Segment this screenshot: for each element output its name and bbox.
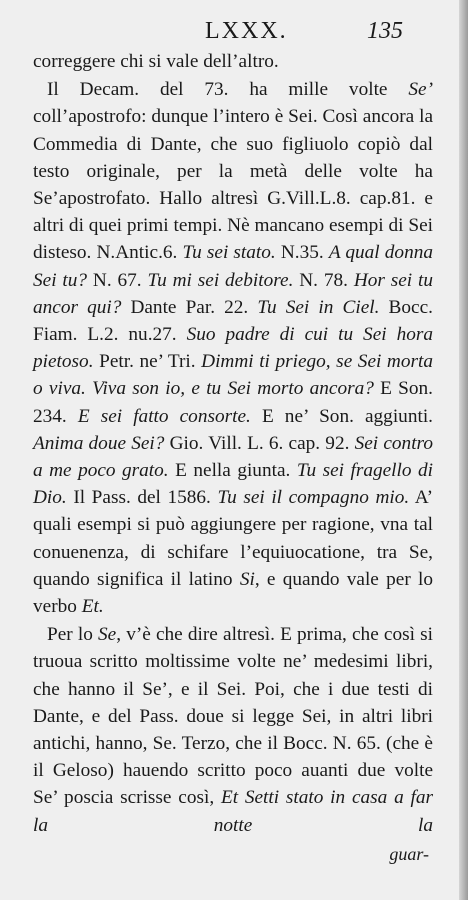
text-run: Il Pass. del 1586. [66,487,218,509]
italic-quotation: Et Setti stato in casa a far la notte la [33,787,434,836]
text-run: N. 78. [293,269,354,291]
text-run: E ne’ Son. aggiunti. [250,405,433,427]
italic-quotation: Hor sei tu ancor qui? [33,269,434,318]
italic-quotation: Se’ [408,79,433,101]
text-run: Bocc. Fiam. L.2. nu.27. [33,296,433,346]
italic-quotation: Anima doue Sei? [33,432,165,454]
italic-quotation: Se [98,624,117,646]
paragraph-sei [33,76,433,620]
text-run: Gio. Vill. L. 6. cap. 92. [164,432,355,454]
body-text [33,48,433,868]
text-run: Petr. ne’ Tri. [93,351,202,373]
text-run: Per lo [47,624,99,646]
text-run: N. 67. [87,269,148,291]
text-run: , e quando vale per lo verbo [33,568,433,618]
text-run: A’ quali esempi si può aggiungere per ragione, vna tal conuenenza, di schifare l’equiuocatione, tra Se, quando significa il latino [33,487,433,590]
paragraph-se [33,621,433,839]
italic-quotation: Si [239,568,255,590]
text-run: Dante Par. 22. [121,296,258,318]
page-header [0,16,468,46]
italic-quotation: E sei fatto consorte. [77,405,251,427]
catchword: guar- [389,843,429,864]
text-run: coll’apostrofo: dunque l’intero è Sei. Così ancora la Commedia di Dante, che suo figliuolo copiò dal testo originale, per la metà delle volte ha Se’apostrofato. Hallo altresì G.Vill.L.8. cap.81. e altri di quei primi tempi. Nè mancano esempi di Sei disteso. N.Antic.6. [33,106,433,264]
paragraph-continuation [33,48,433,75]
text-run: , v’è che dire altresì. E prima, che così si truoua scritto moltissime volte ne’ medesimi libri, che hanno il Se’, e il Sei. Poi, che i due testi di Dante, e del Pass. doue si legge Sei, in altri libri antichi, hanno, Se. Terzo, che il Bocc. N. 65. (che è il Geloso) hauendo scritto poco auanti due volte Se’ poscia scrisse così, [33,624,433,809]
text-run: correggere chi si vale dell’altro. [33,51,279,72]
text-run: Il Decam. del 73. ha mille volte [47,79,409,101]
text-run: E nella giunta. [168,460,297,482]
italic-quotation: Tu Sei in Ciel. [257,296,380,318]
italic-quotation: Tu sei il compagno mio. [217,487,410,509]
text-run: E Son. 234. [33,378,433,427]
italic-quotation: Tu sei fragello di Dio. [33,460,434,509]
italic-quotation: A qual donna Sei tu? [33,242,433,291]
text-run: N.35. [275,242,329,264]
page-number: 135 [367,18,403,44]
italic-quotation: Et. [81,596,104,618]
italic-quotation: Tu sei stato. [182,242,276,264]
page-edge [459,0,468,900]
running-head: LXXX. [205,18,288,44]
italic-quotation: Sei contro a me poco grato. [33,432,433,482]
italic-quotation: Suo padre di cui tu Sei hora pietoso. [33,324,433,373]
italic-quotation: Dimmi ti priego, se Sei morta o viva. Viva son io, e tu Sei morto ancora? [33,351,433,400]
italic-quotation: Tu mi sei debitore. [147,269,294,291]
